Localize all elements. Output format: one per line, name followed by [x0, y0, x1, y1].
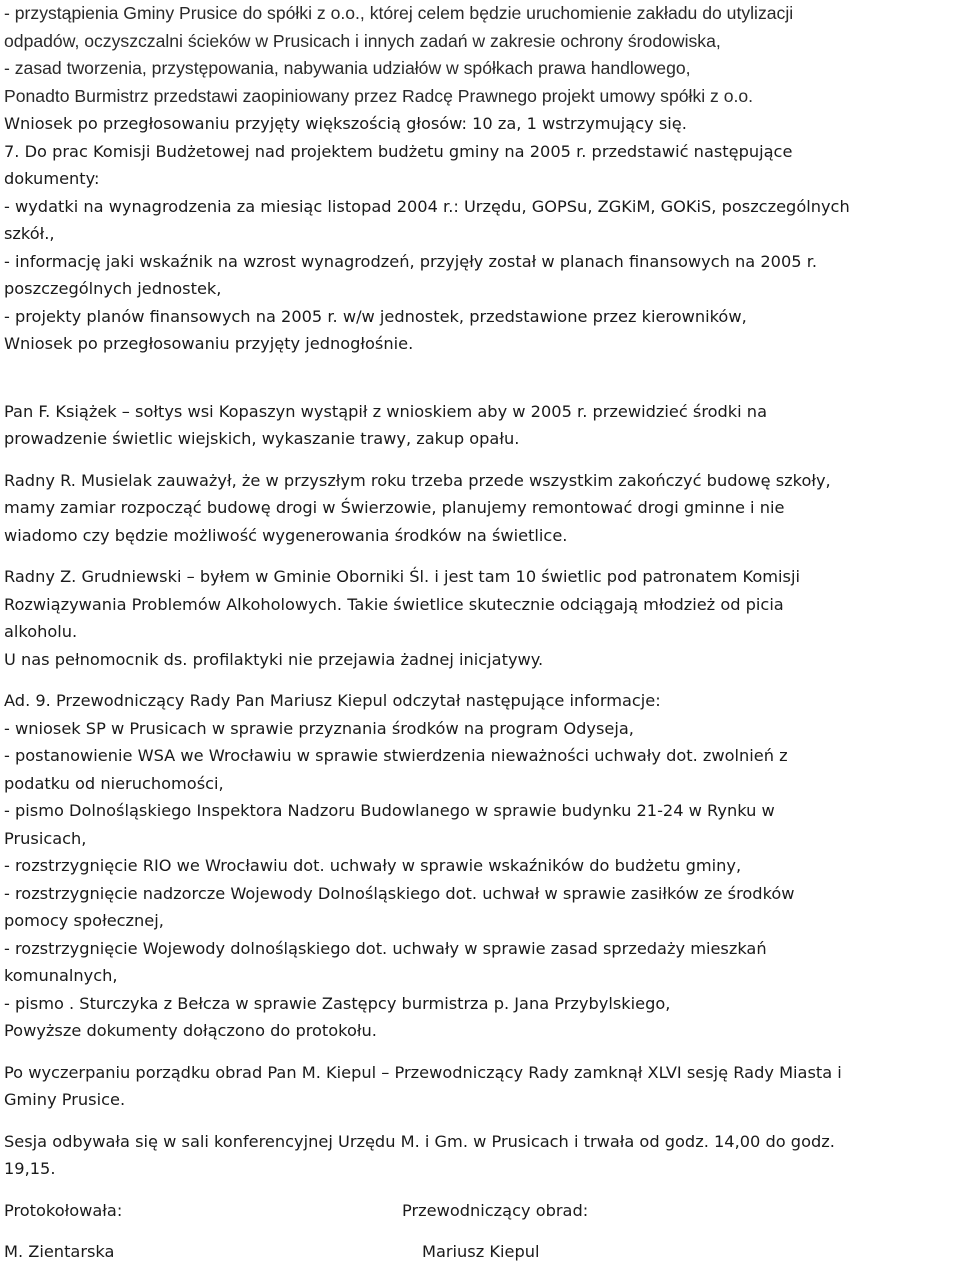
text-line: Prusicach, [4, 828, 87, 848]
text-line: - przystąpienia Gminy Prusice do spółki z o.o., której celem będzie uruchomienie zakładu do utylizacji [4, 3, 794, 23]
text-line: U nas pełnomocnik ds. profilaktyki nie przejawia żadnej inicjatywy. [4, 649, 544, 669]
signature-block [4, 1197, 956, 1266]
vote-result-1 [4, 110, 956, 138]
motion-list [4, 0, 956, 110]
agenda-item-7 [4, 138, 956, 358]
text-line: - postanowienie WSA we Wrocławiu w sprawie stwierdzenia nieważności uchwały dot. zwolnień z [4, 746, 788, 765]
spacer [4, 1224, 956, 1238]
text-line: - pismo Dolnośląskiego Inspektora Nadzoru Budowlanego w sprawie budynku 21-24 w Rynku w [4, 801, 775, 820]
text-line: - wniosek SP w Prusicach w sprawie przyznania środków na program Odyseja, [4, 718, 634, 738]
text-line: dokumenty: [4, 169, 100, 188]
session-info-paragraph [4, 1128, 956, 1183]
signature-title-left: Protokołowała: [4, 1200, 123, 1220]
agenda-item-9 [4, 687, 956, 1045]
text-line: Ponadto Burmistrz przedstawi zaopiniowany przez Radcę Prawnego projekt umowy spółki z o.o. [4, 85, 754, 106]
spacer [4, 1114, 956, 1128]
text-line: podatku od nieruchomości, [4, 773, 224, 793]
text-line: alkoholu. [4, 622, 78, 641]
text-line: Wniosek po przegłosowaniu przyjęty większością głosów: 10 za, 1 wstrzymujący się. [4, 114, 687, 133]
text-line: prowadzenie świetlic wiejskich, wykaszanie trawy, zakup opału. [4, 429, 520, 448]
text-line: Powyższe dokumenty dołączono do protokołu. [4, 1021, 377, 1040]
text-line: wiadomo czy będzie możliwość wygenerowania środków na świetlice. [4, 525, 568, 545]
text-line: 19,15. [4, 1159, 56, 1178]
text-line: szkół., [4, 224, 55, 243]
text-line: Sesja odbywała się w sali konferencyjnej Urzędu M. i Gm. w Prusicach i trwała od godz. 14,00 do godz. [4, 1131, 835, 1151]
text-line: Pan F. Książek – sołtys wsi Kopaszyn wystąpił z wnioskiem aby w 2005 r. przewidzieć środki na [4, 401, 767, 421]
spacer [4, 549, 956, 563]
text-line: - rozstrzygnięcie Wojewody dolnośląskiego dot. uchwały w sprawie zasad sprzedaży mieszkań [4, 938, 767, 958]
text-line: Wniosek po przegłosowaniu przyjęty jednogłośnie. [4, 334, 414, 353]
text-line: poszczególnych jednostek, [4, 279, 222, 298]
text-line: - pismo . Sturczyka z Bełcza w sprawie Zastępcy burmistrza p. Jana Przybylskiego, [4, 993, 671, 1013]
text-line: - rozstrzygnięcie nadzorcze Wojewody Dolnośląskiego dot. uchwał w sprawie zasiłków ze środków [4, 883, 795, 903]
paragraph-grudniewski [4, 563, 956, 673]
text-line: Radny Z. Grudniewski – byłem w Gminie Oborniki Śl. i jest tam 10 świetlic pod patronatem Komisji [4, 567, 800, 586]
spacer [4, 453, 956, 467]
spacer [4, 1183, 956, 1197]
spacer [4, 673, 956, 687]
spacer [4, 1045, 956, 1059]
text-line: - zasad tworzenia, przystępowania, nabywania udziałów w spółkach prawa handlowego, [4, 58, 691, 78]
spacer [4, 358, 956, 398]
text-line: - rozstrzygnięcie RIO we Wrocławiu dot. uchwały w sprawie wskaźników do budżetu gminy, [4, 856, 742, 875]
text-line: - projekty planów finansowych na 2005 r. w/w jednostek, przedstawione przez kierowników, [4, 306, 747, 326]
document-page [4, 0, 956, 1266]
text-line: Radny R. Musielak zauważył, że w przyszłym roku trzeba przede wszystkim zakończyć budowę szkoły, [4, 470, 831, 490]
text-line: komunalnych, [4, 966, 118, 985]
text-line: Ad. 9. Przewodniczący Rady Pan Mariusz Kiepul odczytał następujące informacje: [4, 691, 661, 710]
text-line: Rozwiązywania Problemów Alkoholowych. Takie świetlice skutecznie odciągają młodzież od picia [4, 594, 784, 614]
text-line: pomocy społecznej, [4, 911, 164, 930]
text-line: 7. Do prac Komisji Budżetowej nad projektem budżetu gminy na 2005 r. przedstawić następujące [4, 141, 793, 161]
signature-name-right: Mariusz Kiepul [422, 1242, 540, 1261]
text-line: Po wyczerpaniu porządku obrad Pan M. Kiepul – Przewodniczący Rady zamknął XLVI sesję Rady Miasta i [4, 1062, 842, 1082]
paragraph-musielak [4, 467, 956, 550]
text-line: odpadów, oczyszczalni ścieków w Prusicach i innych zadań w zakresie ochrony środowiska, [4, 30, 721, 51]
text-line: mamy zamiar rozpocząć budowę drogi w Świerzowie, planujemy remontować drogi gminne i nie [4, 498, 785, 517]
text-line: - wydatki na wynagrodzenia za miesiąc listopad 2004 r.: Urzędu, GOPSu, ZGKiM, GOKiS, poszczególnych [4, 196, 850, 216]
text-line: - informację jaki wskaźnik na wzrost wynagrodzeń, przyjęły został w planach finansowych na 2005 r. [4, 251, 818, 271]
signature-name-left: M. Zientarska [4, 1242, 115, 1261]
closing-paragraph [4, 1059, 956, 1114]
text-line: Gminy Prusice. [4, 1090, 126, 1109]
signature-title-right: Przewodniczący obrad: [402, 1200, 589, 1220]
paragraph-ksiazek [4, 398, 956, 453]
